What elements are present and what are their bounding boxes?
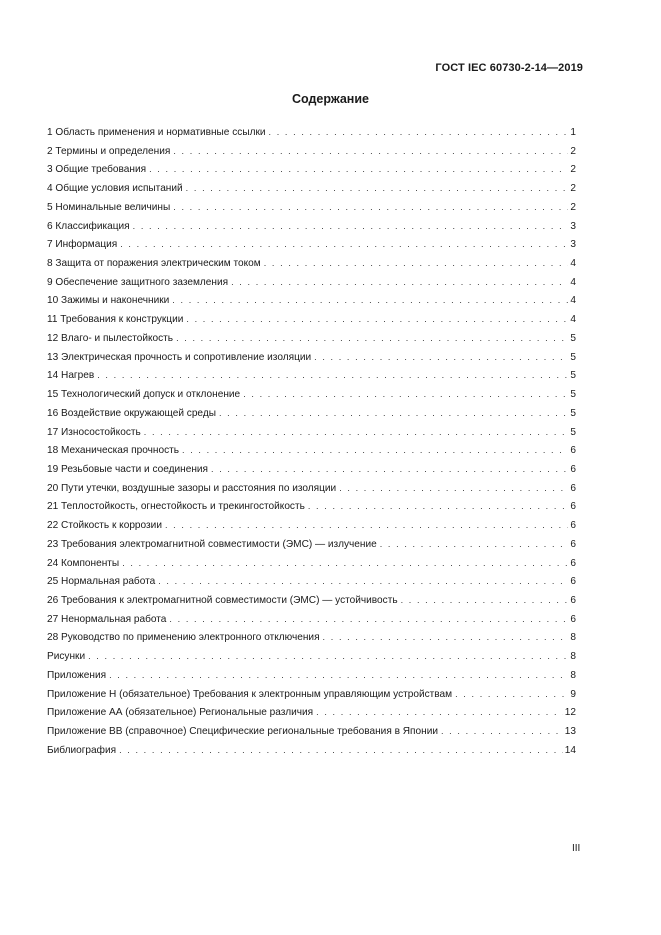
toc-leader-dots xyxy=(176,329,568,348)
document-header: ГОСТ IEC 60730-2-14—2019 xyxy=(435,62,583,74)
toc-entry-page: 2 xyxy=(570,145,576,157)
toc-entry[interactable] xyxy=(47,254,576,273)
toc-entry-page: 4 xyxy=(570,314,576,326)
toc-entry-label: 2 Термины и определения xyxy=(47,145,171,157)
toc-entry-page: 3 xyxy=(570,220,576,232)
toc-entry-label: 20 Пути утечки, воздушные зазоры и расстояния по изоляции xyxy=(47,482,337,494)
toc-entry-label: 11 Требования к конструкции xyxy=(47,314,184,326)
toc-leader-dots xyxy=(219,404,568,423)
toc-entry[interactable] xyxy=(47,385,576,404)
toc-entry[interactable] xyxy=(47,554,576,573)
toc-entry-page: 8 xyxy=(570,651,576,663)
toc-entry-page: 6 xyxy=(570,520,576,532)
toc-entry[interactable] xyxy=(47,628,576,647)
toc-entry-label: 10 Зажимы и наконечники xyxy=(47,295,170,307)
toc-entry-page: 6 xyxy=(570,445,576,457)
page-title: Содержание xyxy=(291,92,369,106)
toc-entry-page: 4 xyxy=(570,276,576,288)
toc-entry-page: 5 xyxy=(570,351,576,363)
toc-entry-page: 5 xyxy=(570,389,576,401)
toc-entry-label: 19 Резьбовые части и соединения xyxy=(47,463,209,475)
toc-entry-page: 5 xyxy=(570,407,576,419)
toc-entry-page: 3 xyxy=(570,239,576,251)
toc-entry[interactable] xyxy=(47,497,576,516)
toc-entry-page: 6 xyxy=(570,613,576,625)
toc-leader-dots xyxy=(119,741,563,760)
toc-entry[interactable] xyxy=(47,610,576,629)
toc-leader-dots xyxy=(455,685,568,704)
toc-leader-dots xyxy=(441,722,563,741)
toc-leader-dots xyxy=(165,516,568,535)
toc-entry-label: 9 Обеспечение защитного заземления xyxy=(47,276,229,288)
table-of-contents xyxy=(47,123,576,759)
toc-entry[interactable] xyxy=(47,160,576,179)
toc-entry-label: 12 Влаго- и пылестойкость xyxy=(47,332,174,344)
toc-entry[interactable] xyxy=(47,479,576,498)
toc-entry-page: 2 xyxy=(570,201,576,213)
toc-entry-label: 16 Воздействие окружающей среды xyxy=(47,407,216,419)
toc-entry-label: 24 Компоненты xyxy=(47,557,120,569)
toc-entry-label: Рисунки xyxy=(47,651,86,663)
toc-leader-dots xyxy=(186,179,569,198)
toc-entry[interactable] xyxy=(47,291,576,310)
toc-leader-dots xyxy=(211,460,568,479)
toc-entry-label: 4 Общие условия испытаний xyxy=(47,183,183,195)
toc-leader-dots xyxy=(308,497,569,516)
toc-leader-dots xyxy=(264,254,569,273)
toc-leader-dots xyxy=(243,385,568,404)
toc-leader-dots xyxy=(97,366,568,385)
toc-leader-dots xyxy=(186,310,568,329)
toc-entry-label: 23 Требования электромагнитной совместимости (ЭМС) — излучение xyxy=(47,538,377,550)
toc-entry[interactable] xyxy=(47,703,576,722)
toc-entry-page: 12 xyxy=(564,707,576,719)
toc-entry-label: 25 Нормальная работа xyxy=(47,576,156,588)
toc-entry-label: Приложение АА (обязательное) Региональные различия xyxy=(47,707,314,719)
toc-entry[interactable] xyxy=(47,404,576,423)
toc-entry-page: 6 xyxy=(570,576,576,588)
page-number: III xyxy=(572,843,581,854)
toc-leader-dots xyxy=(149,160,568,179)
toc-entry[interactable] xyxy=(47,441,576,460)
toc-entry-label: 14 Нагрев xyxy=(47,370,95,382)
toc-entry-label: 7 Информация xyxy=(47,239,118,251)
toc-entry-page: 6 xyxy=(570,538,576,550)
toc-entry-page: 8 xyxy=(570,669,576,681)
toc-entry-label: 13 Электрическая прочность и сопротивление изоляции xyxy=(47,351,312,363)
toc-entry-label: 6 Классификация xyxy=(47,220,130,232)
toc-entry-page: 5 xyxy=(570,426,576,438)
toc-leader-dots xyxy=(269,123,569,142)
toc-entry-label: 15 Технологический допуск и отклонение xyxy=(47,389,241,401)
toc-entry[interactable] xyxy=(47,179,576,198)
toc-leader-dots xyxy=(120,235,568,254)
toc-entry-page: 2 xyxy=(570,164,576,176)
toc-entry-label: 17 Износостойкость xyxy=(47,426,141,438)
toc-entry-page: 6 xyxy=(570,463,576,475)
toc-entry[interactable] xyxy=(47,516,576,535)
toc-leader-dots xyxy=(339,479,568,498)
toc-leader-dots xyxy=(323,628,569,647)
toc-entry-label: 8 Защита от поражения электрическим током xyxy=(47,258,261,270)
toc-entry[interactable] xyxy=(47,310,576,329)
toc-entry-page: 6 xyxy=(570,594,576,606)
toc-entry[interactable] xyxy=(47,217,576,236)
toc-entry-label: 3 Общие требования xyxy=(47,164,147,176)
toc-entry-page: 6 xyxy=(570,557,576,569)
toc-leader-dots xyxy=(182,441,568,460)
toc-entry-label: 5 Номинальные величины xyxy=(47,201,171,213)
toc-leader-dots xyxy=(316,703,563,722)
toc-entry-label: Приложения xyxy=(47,669,107,681)
toc-entry-page: 1 xyxy=(570,127,576,138)
toc-entry[interactable] xyxy=(47,666,576,685)
toc-entry-page: 9 xyxy=(570,688,576,700)
toc-entry-label: 21 Теплостойкость, огнестойкость и трекингостойкость xyxy=(47,501,305,513)
toc-entry[interactable] xyxy=(47,273,576,292)
toc-entry[interactable] xyxy=(47,423,576,442)
toc-entry[interactable] xyxy=(47,235,576,254)
toc-leader-dots xyxy=(231,273,568,292)
toc-leader-dots xyxy=(122,554,568,573)
toc-leader-dots xyxy=(173,142,568,161)
toc-entry[interactable] xyxy=(47,647,576,666)
toc-entry[interactable] xyxy=(47,460,576,479)
toc-entry-page: 6 xyxy=(570,501,576,513)
toc-entry[interactable] xyxy=(47,198,576,217)
toc-entry[interactable] xyxy=(47,348,576,367)
toc-entry-page: 14 xyxy=(564,744,576,756)
toc-entry[interactable] xyxy=(47,142,576,161)
toc-entry-label: 18 Механическая прочность xyxy=(47,445,179,457)
toc-entry-page: 5 xyxy=(570,370,576,382)
toc-entry[interactable] xyxy=(47,123,576,142)
toc-entry[interactable] xyxy=(47,535,576,554)
toc-leader-dots xyxy=(133,217,569,236)
toc-entry[interactable] xyxy=(47,572,576,591)
toc-entry[interactable] xyxy=(47,329,576,348)
toc-leader-dots xyxy=(172,291,568,310)
toc-leader-dots xyxy=(401,591,569,610)
toc-entry-label: 28 Руководство по применению электронного отключения xyxy=(47,632,320,644)
toc-entry[interactable] xyxy=(47,685,576,704)
toc-entry-label: Приложение H (обязательное) Требования к электронным управляющим устройствам xyxy=(47,688,453,700)
toc-entry-page: 5 xyxy=(570,332,576,344)
toc-leader-dots xyxy=(158,572,568,591)
toc-entry[interactable] xyxy=(47,591,576,610)
toc-entry-label: Библиография xyxy=(47,744,117,756)
toc-entry-page: 6 xyxy=(570,482,576,494)
toc-entry-label: 26 Требования к электромагнитной совместимости (ЭМС) — устойчивость xyxy=(47,594,398,606)
toc-leader-dots xyxy=(380,535,569,554)
toc-entry[interactable] xyxy=(47,741,576,760)
toc-entry-page: 13 xyxy=(564,726,576,737)
toc-leader-dots xyxy=(173,198,568,217)
toc-entry-page: 4 xyxy=(570,295,576,307)
toc-entry-page: 8 xyxy=(570,632,576,644)
toc-entry-label: 27 Ненормальная работа xyxy=(47,613,167,625)
toc-leader-dots xyxy=(144,423,569,442)
toc-leader-dots xyxy=(109,666,568,685)
toc-leader-dots xyxy=(88,647,568,666)
toc-leader-dots xyxy=(314,348,568,367)
toc-entry-label: 22 Стойкость к коррозии xyxy=(47,520,162,532)
toc-entry-page: 2 xyxy=(570,183,576,195)
toc-entry[interactable] xyxy=(47,722,576,741)
toc-entry-page: 4 xyxy=(570,258,576,270)
toc-entry-label: 1 Область применения и нормативные ссылки xyxy=(47,127,266,138)
toc-entry-label: Приложение ВВ (справочное) Специфические региональные требования в Японии xyxy=(47,726,438,737)
toc-leader-dots xyxy=(169,610,568,629)
toc-entry[interactable] xyxy=(47,366,576,385)
